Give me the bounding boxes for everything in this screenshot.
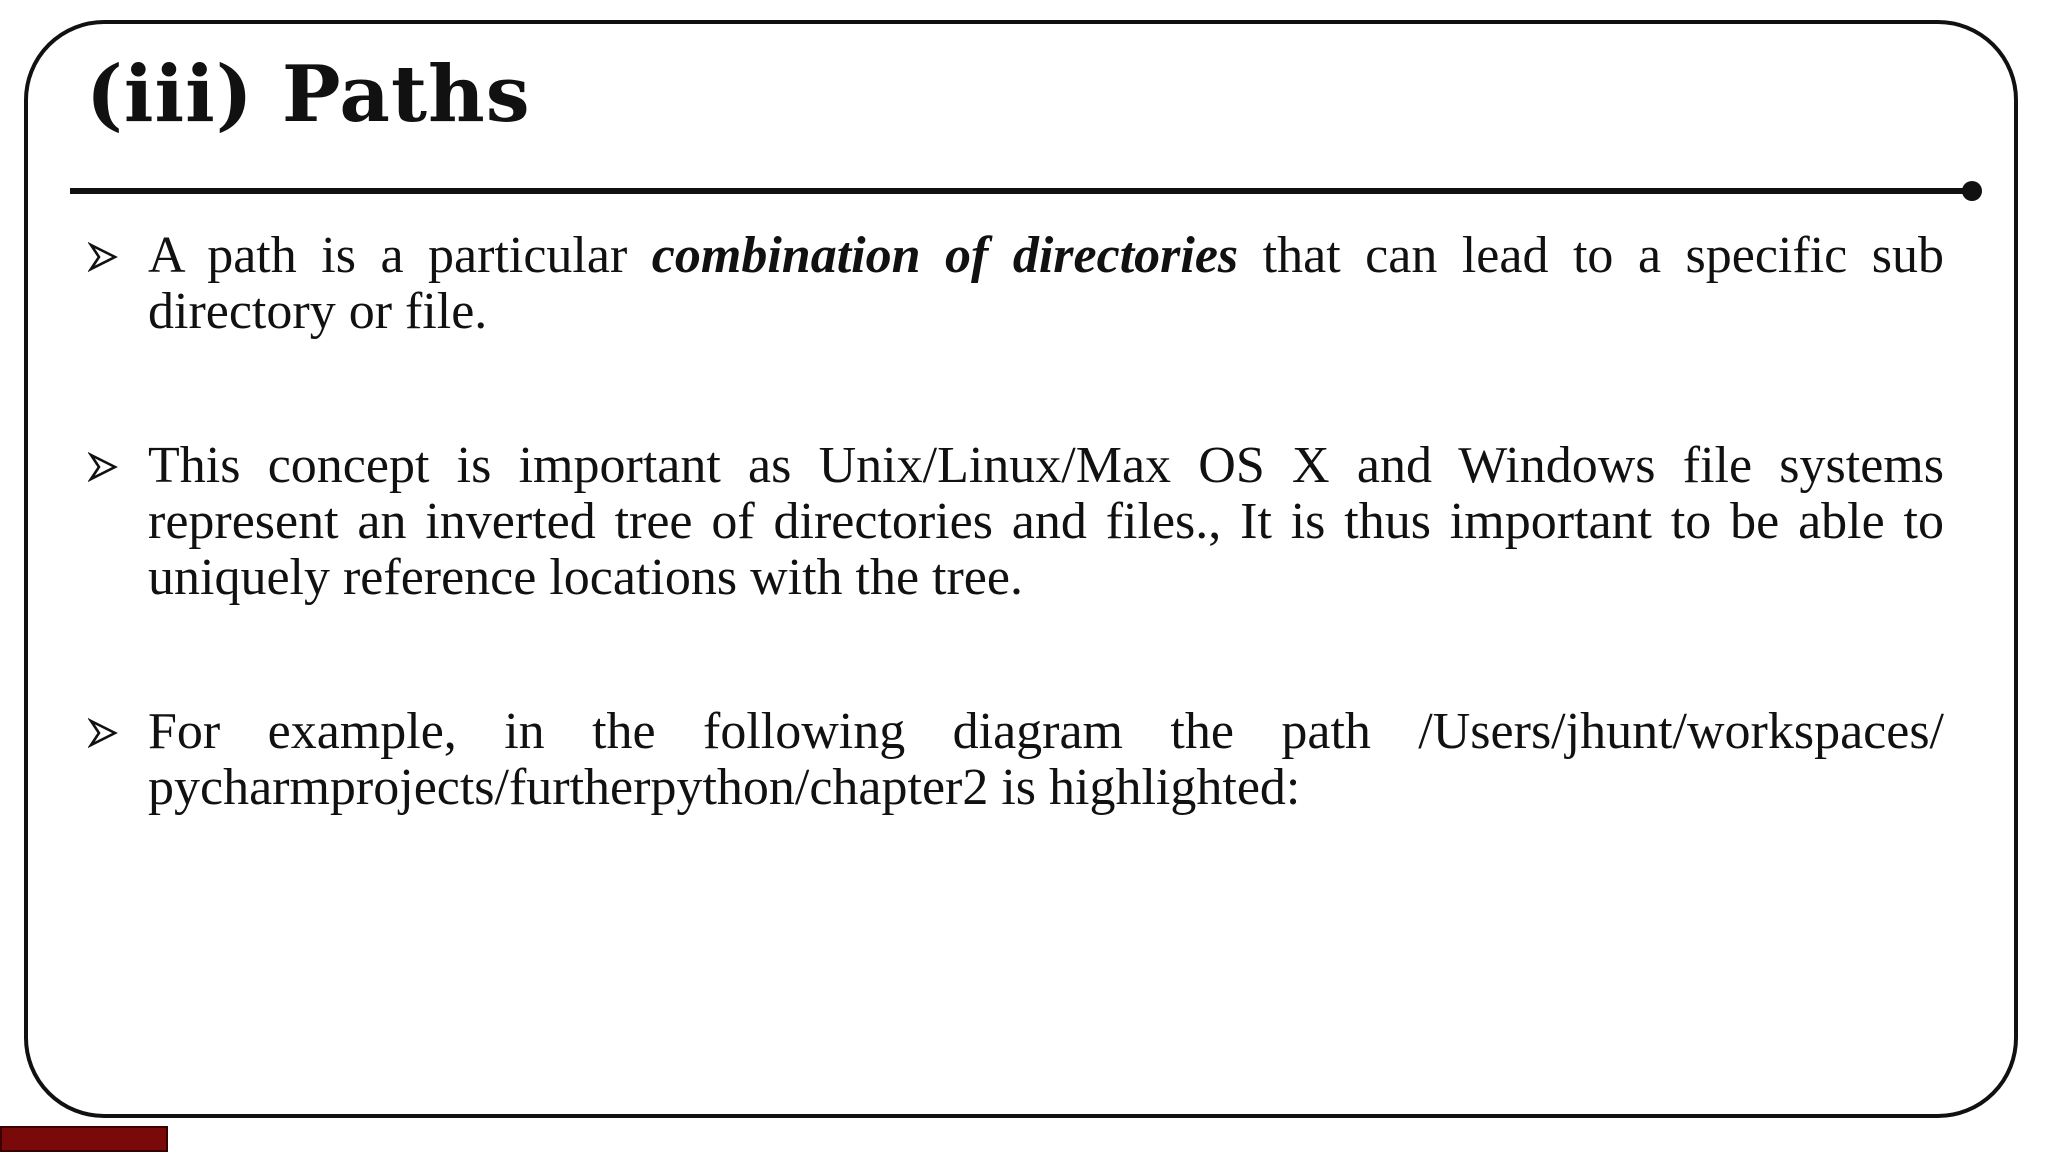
title-divider — [70, 188, 1970, 194]
footer-accent-bar — [0, 1126, 168, 1152]
bullet-item-2 — [84, 438, 1944, 606]
bullet-1-text-before: A path is a particular — [148, 227, 652, 284]
bullet-item-3 — [84, 704, 1944, 816]
bullet-item-1 — [84, 228, 1944, 340]
bullet-3-text: For example, in the following diagram the path /Users/jhunt/workspaces/ pycharmprojects/furtherpython/chapter2 is highlighted: — [148, 703, 1944, 816]
arrowhead-bullet-icon — [88, 452, 118, 482]
bullet-2-text: This concept is important as Unix/Linux/Max OS X and Windows file systems represent an inverted tree of directories and files., It is thus important to be able to uniquely reference locations with the tree. — [148, 437, 1944, 606]
bullet-list — [84, 228, 1944, 914]
slide-title: (iii) Paths — [86, 49, 531, 140]
bullet-1-emphasis: combination of directories — [651, 227, 1239, 284]
arrowhead-bullet-icon — [88, 242, 118, 272]
arrowhead-bullet-icon — [88, 718, 118, 748]
divider-end-dot — [1962, 181, 1982, 201]
bullet-1-text-after: that can lead to a specific sub directory or file. — [148, 227, 1944, 340]
